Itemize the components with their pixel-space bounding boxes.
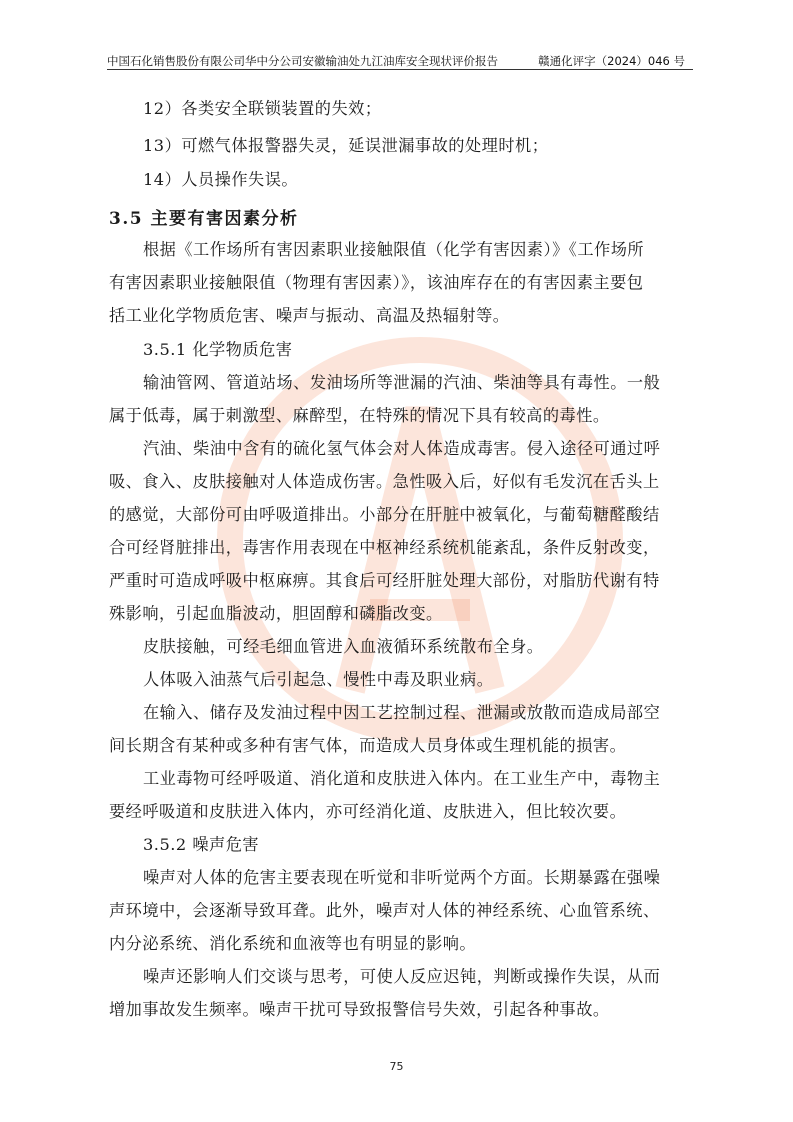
paragraph-line: 皮肤接触，可经毛细血管进入血液循环系统散布全身。 [143,637,544,656]
subsection-heading: 3.5.1 化学物质危害 [143,340,293,359]
paragraph-line: 要经呼吸道和皮肤进入体内，亦可经消化道、皮肤进入，但比较次要。 [109,802,627,821]
paragraph-line: 殊影响，引起血脂波动，胆固醇和磷脂改变。 [109,604,443,623]
paragraph-line: 有害因素职业接触限值（物理有害因素）》，该油库存在的有害因素主要包 [109,273,644,292]
paragraph-line: 输油管网、管道站场、发油场所等泄漏的汽油、柴油等具有毒性。一般 [143,373,661,392]
header-report-title: 中国石化销售股份有限公司华中分公司安徽输油处九江油库安全现状评价报告 [107,54,498,68]
paragraph-line: 增加事故发生频率。噪声干扰可导致报警信号失效，引起各种事故。 [109,1000,610,1019]
page-number: 75 [389,1060,404,1073]
subsection-heading: 3.5.2 噪声危害 [143,835,260,854]
paragraph-line: 括工业化学物质危害、噪声与振动、高温及热辐射等。 [109,306,510,325]
paragraph-line: 噪声对人体的危害主要表现在听觉和非听觉两个方面。长期暴露在强噪 [143,868,661,887]
paragraph-line: 在输入、储存及发油过程中因工艺控制过程、泄漏或放散而造成局部空 [143,703,661,722]
paragraph-line: 根据《工作场所有害因素职业接触限值（化学有害因素）》《工作场所 [143,240,645,259]
paragraph-line: 合可经肾脏排出，毒害作用表现在中枢神经系统机能紊乱，条件反射改变， [109,538,660,557]
list-item: 13）可燃气体报警器失灵，延误泄漏事故的处理时机； [143,136,549,155]
header-divider [107,69,693,70]
list-item: 12）各类安全联锁装置的失效； [143,99,382,118]
paragraph-line: 吸、食入、皮肤接触对人体造成伤害。急性吸入后，好似有毛发沉在舌头上 [109,472,660,491]
paragraph-line: 声环境中，会逐渐导致耳聋。此外，噪声对人体的神经系统、心血管系统、 [109,901,660,920]
section-heading: 3.5 主要有害因素分析 [109,209,299,229]
header-report-number: 赣通化评字（2024）046 号 [538,54,685,68]
paragraph-line: 的感觉，大部份可由呼吸道排出。小部分在肝脏中被氧化，与葡萄糖醛酸结 [109,505,660,524]
paragraph-line: 汽油、柴油中含有的硫化氢气体会对人体造成毒害。侵入途径可通过呼 [143,439,661,458]
paragraph-line: 间长期含有某种或多种有害气体，而造成人员身体或生理机能的损害。 [109,736,627,755]
paragraph-line: 工业毒物可经呼吸道、消化道和皮肤进入体内。在工业生产中，毒物主 [143,769,661,788]
paragraph-line: 严重时可造成呼吸中枢麻痹。其食后可经肝脏处理大部份，对脂肪代谢有特 [109,571,660,590]
page-header [107,50,697,70]
paragraph-line: 属于低毒，属于刺激型、麻醉型，在特殊的情况下具有较高的毒性。 [109,406,610,425]
list-item: 14）人员操作失误。 [143,170,299,189]
paragraph-line: 内分泌系统、消化系统和血液等也有明显的影响。 [109,934,477,953]
paragraph-line: 噪声还影响人们交谈与思考，可使人反应迟钝，判断或操作失误，从而 [143,967,661,986]
paragraph-line: 人体吸入油蒸气后引起急、慢性中毒及职业病。 [143,670,494,689]
